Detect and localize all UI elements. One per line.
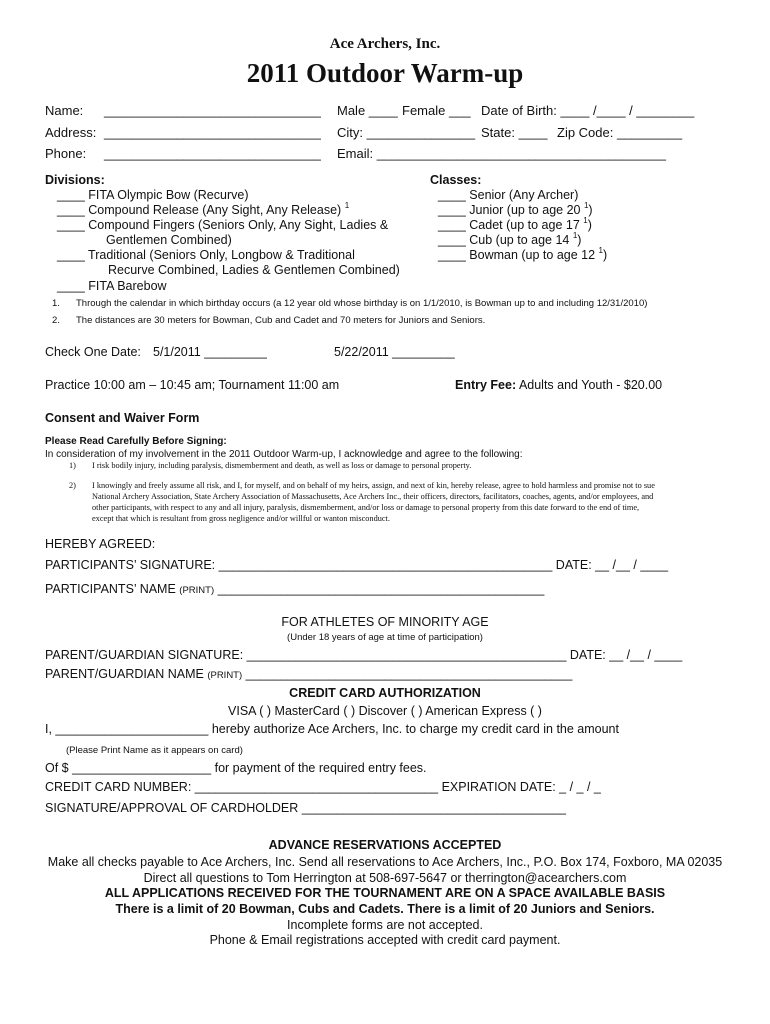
date-option-2[interactable]: 5/22/2011 _________ xyxy=(334,345,455,359)
date-option-1[interactable]: 5/1/2011 _________ xyxy=(153,345,267,359)
address-field[interactable]: ______________________________ xyxy=(104,125,321,140)
address-label: Address: xyxy=(45,125,97,140)
waiver-intro: In consideration of my involvement in the 2011 Outdoor Warm-up, I acknowledge and agree to the following: xyxy=(45,449,523,460)
minority-note: (Under 18 years of age at time of participation) xyxy=(287,632,483,643)
company-name: Ace Archers, Inc. xyxy=(329,36,441,52)
date-of-birth-field[interactable]: Date of Birth: ____ /____ / ________ xyxy=(481,103,695,118)
female-checkbox[interactable]: Female ___ xyxy=(402,103,471,118)
waiver-item-2-line: National Archery Association, State Archery Association of Massachusetts, Ace Archers Inc., their officers, directors, facilitators, coaches, agents, and/or employees, and xyxy=(92,492,654,501)
class-cadet[interactable]: ____ Cadet (up to age 17 $^1$) xyxy=(438,216,592,232)
print-name-note: (Please Print Name as it appears on card) xyxy=(66,745,243,756)
parent-name-field[interactable]: PARENT/GUARDIAN NAME (PRINT) _______________________________________________ xyxy=(45,667,573,681)
footnote-1-number: 1. xyxy=(52,298,60,309)
footer-registration-notice: Phone & Email registrations accepted with credit card payment. xyxy=(209,933,561,947)
class-junior[interactable]: ____ Junior (up to age 20 $^1$) xyxy=(438,201,593,217)
state-field[interactable]: State: ____ xyxy=(481,125,548,140)
phone-label: Phone: xyxy=(45,146,87,161)
zip-code-field[interactable]: Zip Code: _________ xyxy=(557,125,683,140)
page-title: 2011 Outdoor Warm-up xyxy=(246,58,524,88)
city-field[interactable]: City: _______________ xyxy=(337,125,476,140)
check-date-label: Check One Date: xyxy=(45,345,141,359)
card-number-field[interactable]: CREDIT CARD NUMBER: ___________________________________ EXPIRATION DATE: _ / _ / _ xyxy=(45,780,601,794)
division-compound-fingers-cont: Gentlemen Combined) xyxy=(106,233,232,247)
minority-heading: FOR ATHLETES OF MINORITY AGE xyxy=(281,615,489,629)
payment-amount-field[interactable]: Of $ ____________________ for payment of the required entry fees. xyxy=(45,761,427,775)
credit-card-heading: CREDIT CARD AUTHORIZATION xyxy=(289,686,481,700)
practice-schedule: Practice 10:00 am – 10:45 am; Tournament 11:00 am xyxy=(45,378,340,392)
division-fita-olympic[interactable]: ____ FITA Olympic Bow (Recurve) xyxy=(57,188,249,202)
entry-fee: Entry Fee: Adults and Youth - $20.00 xyxy=(455,378,663,392)
class-bowman[interactable]: ____ Bowman (up to age 12 $^1$) xyxy=(438,246,608,262)
footer-space-notice: ALL APPLICATIONS RECEIVED FOR THE TOURNAMENT ARE ON A SPACE AVAILABLE BASIS xyxy=(104,886,666,900)
class-cub[interactable]: ____ Cub (up to age 14 $^1$) xyxy=(438,231,582,247)
cardholder-signature-field[interactable]: SIGNATURE/APPROVAL OF CARDHOLDER ______________________________________ xyxy=(45,801,566,815)
name-label: Name: xyxy=(45,103,84,118)
waiver-item-2-number: 2) xyxy=(69,481,76,490)
parent-signature-field[interactable]: PARENT/GUARDIAN SIGNATURE: ______________________________________________ DATE: __ /__ / ____ xyxy=(45,648,683,662)
name-field[interactable]: ______________________________ xyxy=(104,103,321,118)
footer-incomplete-notice: Incomplete forms are not accepted. xyxy=(287,918,483,932)
participant-signature-field[interactable]: PARTICIPANTS’ SIGNATURE: ________________________________________________ DATE: __ /__ / ____ xyxy=(45,558,669,572)
division-traditional-cont: Recurve Combined, Ladies & Gentlemen Combined) xyxy=(108,263,400,277)
divisions-heading: Divisions: xyxy=(45,173,105,187)
footer-limit-notice: There is a limit of 20 Bowman, Cubs and Cadets. There is a limit of 20 Juniors and Seniors. xyxy=(115,902,655,916)
card-type-options[interactable]: VISA ( ) MasterCard ( ) Discover ( ) American Express ( ) xyxy=(228,704,542,718)
footnote-2: The distances are 30 meters for Bowman, Cub and Cadet and 70 meters for Juniors and Seniors. xyxy=(76,315,486,326)
division-compound-fingers[interactable]: ____ Compound Fingers (Seniors Only, Any Sight, Ladies & xyxy=(57,218,389,232)
email-field[interactable]: Email: ________________________________________ xyxy=(337,146,666,161)
division-fita-barebow[interactable]: ____ FITA Barebow xyxy=(57,279,167,293)
waiver-item-2-line: other participants, with respect to any and all injury, paralysis, dismemberment, and/or loss or damage to personal property from this date forward to the end of time, xyxy=(92,503,640,512)
waiver-heading: Consent and Waiver Form xyxy=(45,411,200,425)
footnote-1: Through the calendar in which birthday occurs (a 12 year old whose birthday is on 1/1/2010, is Bowman up to and including 12/31/2010) xyxy=(76,298,648,309)
division-traditional[interactable]: ____ Traditional (Seniors Only, Longbow & Traditional xyxy=(57,248,355,262)
footer-contact-info: Direct all questions to Tom Herrington at 508-697-5647 or therrington@acearchers.com xyxy=(143,871,627,885)
waiver-read-note: Please Read Carefully Before Signing: xyxy=(45,436,227,447)
waiver-item-2-line: except that which is resultant from gross negligence and/or willful or wanton misconduct. xyxy=(92,514,390,523)
class-senior[interactable]: ____ Senior (Any Archer) xyxy=(438,188,579,202)
footer-payment-info: Make all checks payable to Ace Archers, Inc. Send all reservations to Ace Archers, Inc., P.O. Box 174, Foxboro, MA 02035 xyxy=(47,855,723,869)
waiver-item-1-number: 1) xyxy=(69,461,76,470)
cardholder-authorize-field[interactable]: I, ______________________ hereby authorize Ace Archers, Inc. to charge my credit card in the amount xyxy=(45,722,619,736)
classes-heading: Classes: xyxy=(430,173,482,187)
hereby-agreed: HEREBY AGREED: xyxy=(45,537,156,551)
phone-field[interactable]: ______________________________ xyxy=(104,146,321,161)
footnote-2-number: 2. xyxy=(52,315,60,326)
waiver-item-1: I risk bodily injury, including paralysis, dismemberment and death, as well as loss or damage to personal property. xyxy=(92,461,472,470)
division-compound-release[interactable]: ____ Compound Release (Any Sight, Any Release) $^1$ xyxy=(57,201,350,217)
male-checkbox[interactable]: Male ____ xyxy=(337,103,398,118)
waiver-item-2-line: I knowingly and freely assume all risk, and I, for myself, and on behalf of my heirs, assign, and next of kin, hereby release, agree to hold harmless and promise not to sue xyxy=(92,481,655,490)
footer-heading: ADVANCE RESERVATIONS ACCEPTED xyxy=(268,838,502,852)
participant-name-field[interactable]: PARTICIPANTS’ NAME (PRINT) _______________________________________________ xyxy=(45,582,545,596)
